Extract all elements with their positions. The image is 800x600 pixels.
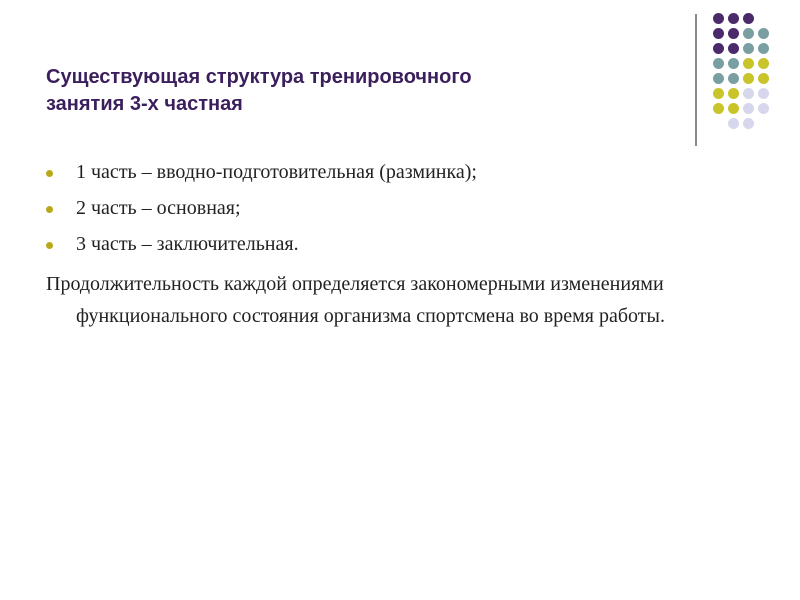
bullet-item bbox=[46, 194, 766, 230]
decorative-dot-purple bbox=[728, 28, 739, 39]
bullet-item bbox=[46, 230, 766, 266]
decorative-dot-teal bbox=[743, 43, 754, 54]
slide-title-line-2: занятия 3-х частная bbox=[46, 93, 243, 115]
decorative-dot-lavender bbox=[758, 88, 769, 99]
decorative-dot-yellow bbox=[713, 103, 724, 114]
decorative-dot-teal bbox=[728, 58, 739, 69]
decorative-dot-yellow bbox=[743, 73, 754, 84]
decorative-dot-lavender bbox=[758, 103, 769, 114]
decorative-dot-yellow bbox=[728, 103, 739, 114]
decorative-dot-teal bbox=[743, 28, 754, 39]
decorative-dot-teal bbox=[728, 73, 739, 84]
decorative-dot-purple bbox=[713, 13, 724, 24]
decorative-dot-purple bbox=[713, 28, 724, 39]
decorative-dot-yellow bbox=[728, 88, 739, 99]
decorative-dot-purple bbox=[728, 43, 739, 54]
decorative-dot-purple bbox=[713, 43, 724, 54]
bullet-text: 1 часть – вводно-подготовительная (разминка); bbox=[76, 161, 477, 183]
decorative-dot-lavender bbox=[743, 88, 754, 99]
body-paragraph: Продолжительность каждой определяется закономерными изменениями функционального состояния организма спортсмена во время работы. bbox=[46, 273, 665, 327]
decorative-dot-lavender bbox=[743, 118, 754, 129]
vertical-divider bbox=[695, 14, 697, 146]
decorative-dot-teal bbox=[713, 73, 724, 84]
decorative-dot-yellow bbox=[758, 58, 769, 69]
bullet-dot-icon bbox=[46, 242, 53, 249]
decorative-dot-teal bbox=[758, 43, 769, 54]
slide-title-line-1: Существующая структура тренировочного bbox=[46, 66, 472, 88]
decorative-dot-teal bbox=[713, 58, 724, 69]
bullet-text: 3 часть – заключительная. bbox=[76, 233, 299, 255]
decorative-dot-lavender bbox=[728, 118, 739, 129]
slide-title bbox=[46, 64, 666, 118]
decorative-dot-purple bbox=[743, 13, 754, 24]
bullet-list bbox=[46, 158, 766, 266]
bullet-item bbox=[46, 158, 766, 194]
bullet-text: 2 часть – основная; bbox=[76, 197, 241, 219]
bullet-dot-icon bbox=[46, 170, 53, 177]
decorative-dot-yellow bbox=[758, 73, 769, 84]
bullet-dot-icon bbox=[46, 206, 53, 213]
decorative-dot-teal bbox=[758, 28, 769, 39]
decorative-dot-yellow bbox=[713, 88, 724, 99]
decorative-dot-purple bbox=[728, 13, 739, 24]
decorative-dot-lavender bbox=[743, 103, 754, 114]
decorative-dot-yellow bbox=[743, 58, 754, 69]
